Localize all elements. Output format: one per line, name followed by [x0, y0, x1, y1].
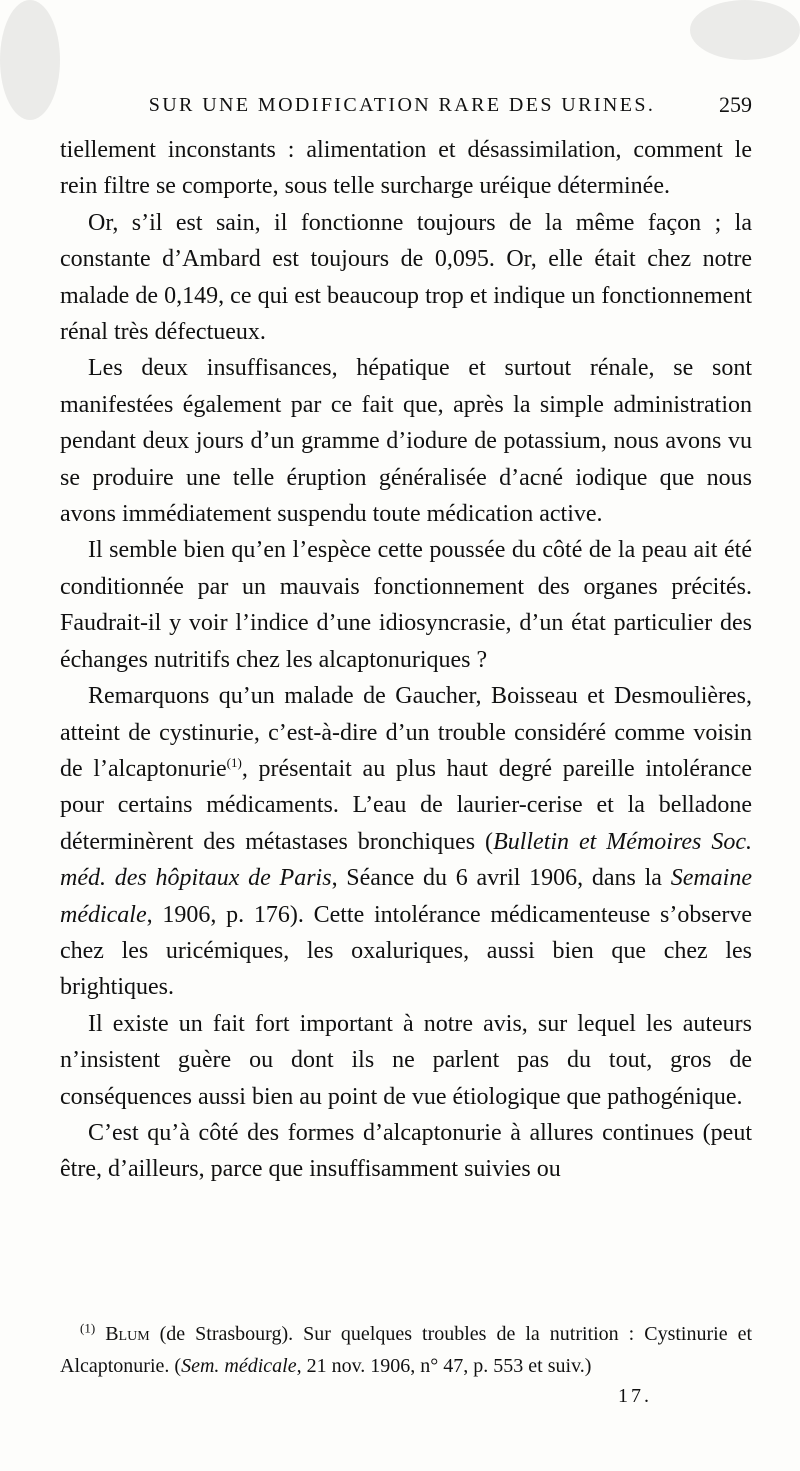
- paragraph: Les deux insuffisances, hépatique et surtout rénale, se sont manifestées également par ce fait que, après la simple administration pendant deux jours d’un gramme d’iodure de potassium, nous avons vu se produire une telle éruption généralisée d’acné iodique que nous avons immédiatement suspendu toute médication active.: [60, 355, 752, 528]
- text-run: , présentait au plus haut degré pareille intolérance pour certains médicaments. L’eau de laurier-cerise et la belladone déterminèrent des métastases bronchiques (: [60, 755, 752, 855]
- footnote-text: [60, 1318, 752, 1382]
- signature-mark: 17.: [618, 1385, 652, 1407]
- footnote: [60, 1318, 752, 1382]
- footnote-marker: (1): [80, 1320, 96, 1336]
- footnote-author: Blum: [105, 1323, 150, 1345]
- paper-smudge: [690, 0, 800, 60]
- citation-title: Sem. médicale: [181, 1355, 297, 1377]
- paragraph: tiellement inconstants : alimentation et désassimilation, comment le rein filtre se comporte, sous telle surcharge uréique déterminée.: [60, 137, 752, 200]
- citation-title: Bulletin et Mémoires Soc. méd. des hôpitaux de Paris: [60, 828, 753, 892]
- paragraph: [60, 678, 752, 1006]
- paper-smudge: [0, 0, 60, 120]
- text-run: , 21 nov. 1906, n° 47, p. 553 et suiv.): [296, 1355, 592, 1377]
- paragraph: Il semble bien qu’en l’espèce cette poussée du côté de la peau ait été conditionnée par un mauvais fonctionnement des organes précités. Faudrait-il y voir l’indice d’une idiosyncrasie, d’un état particulier des échanges nutritifs chez les alcaptonuriques ?: [60, 537, 752, 673]
- paragraph: Il existe un fait fort important à notre avis, sur lequel les auteurs n’insistent guère ou dont ils ne parlent pas du tout, gros de conséquences aussi bien au point de vue étiologique que pathogénique.: [60, 1010, 752, 1110]
- footnote-reference: (1): [226, 754, 242, 770]
- text-run: Remarquons qu’un malade de Gaucher, Boisseau et Desmoulières, atteint de cystinurie, c’est-à-dire d’un trouble considéré comme voisin de l’alcaptonurie: [60, 683, 752, 782]
- body-text: [60, 132, 752, 1188]
- paragraph: C’est qu’à côté des formes d’alcaptonurie à allures continues (peut être, d’ailleurs, parce que insuffisamment suivies ou: [60, 1119, 752, 1183]
- text-run: (de Strasbourg). Sur quelques troubles de la nutrition : Cystinurie et Alcaptonurie. (: [60, 1323, 753, 1377]
- page-number: 259: [719, 92, 752, 117]
- paragraph: Or, s’il est sain, il fonctionne toujours de la même façon ; la constante d’Ambard est toujours de 0,095. Or, elle était chez notre malade de 0,149, ce qui est beaucoup trop et indique un fonctionnement rénal très défectueux.: [60, 209, 752, 346]
- text-run: , Séance du 6 avril 1906, dans la: [331, 865, 671, 892]
- text-run: , 1906, p. 176). Cette intolérance médicamenteuse s’observe chez les uricémiques, les oxaluriques, aussi bien que chez les brightiques.: [60, 901, 752, 1001]
- running-title: SUR UNE MODIFICATION RARE DES URINES.: [148, 94, 656, 116]
- page-header: [52, 84, 752, 124]
- citation-title: Semaine médicale: [60, 865, 752, 928]
